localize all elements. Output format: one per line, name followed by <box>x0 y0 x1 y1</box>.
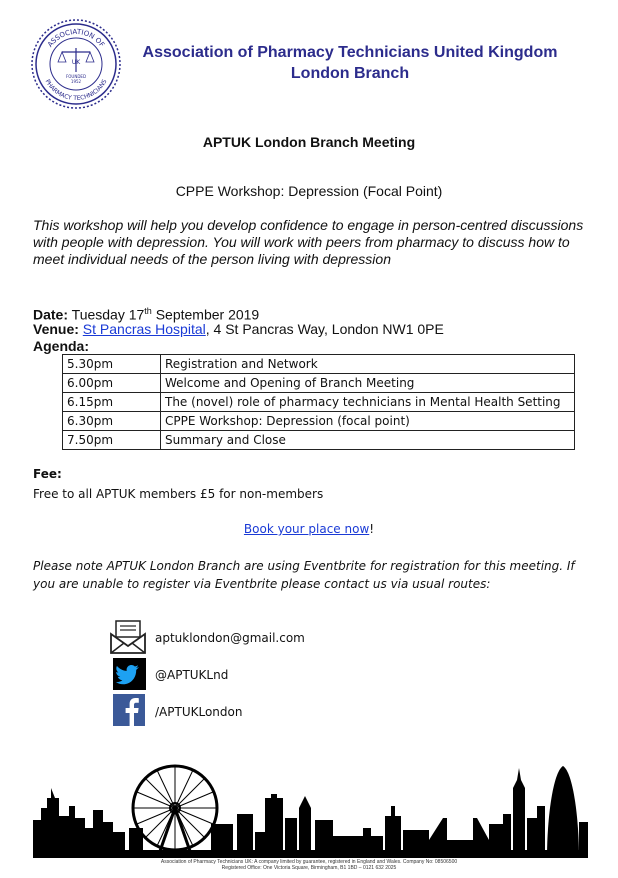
agenda-time: 7.50pm <box>63 431 161 450</box>
aptuk-logo <box>30 12 122 112</box>
table-row <box>63 374 575 393</box>
agenda-time: 6.00pm <box>63 374 161 393</box>
agenda-item: Registration and Network <box>161 355 575 374</box>
fee-label: Fee: <box>33 467 62 481</box>
contact-facebook[interactable]: /APTUKLondon <box>155 705 243 719</box>
logo-year-text: 1952 <box>70 79 82 84</box>
london-skyline-illustration <box>33 758 588 858</box>
twitter-icon <box>113 658 146 690</box>
venue-link[interactable]: St Pancras Hospital <box>82 321 206 337</box>
venue-address: , 4 St Pancras Way, London NW1 0PE <box>205 321 444 337</box>
booking-line <box>0 522 618 536</box>
agenda-time: 6.30pm <box>63 412 161 431</box>
table-row <box>63 355 575 374</box>
agenda-label <box>33 338 89 355</box>
date-rest: September 2019 <box>151 306 260 323</box>
agenda-time: 5.30pm <box>63 355 161 374</box>
date-suffix-sup: th <box>144 306 152 316</box>
agenda-item: CPPE Workshop: Depression (focal point) <box>161 412 575 431</box>
date-label: Date: <box>33 306 69 323</box>
org-name-line1: Association of Pharmacy Technicians United Kingdom <box>142 44 558 61</box>
fee-text: Free to all APTUK members £5 for non-members <box>33 487 324 501</box>
workshop-title: CPPE Workshop: Depression (Focal Point) <box>175 183 443 199</box>
footer-line1: Association of Pharmacy Technicians UK: A company limited by guarantee, registered in England and Wales. Company No: 08506500 <box>160 859 458 865</box>
table-row <box>63 431 575 450</box>
book-place-link[interactable]: Book your place now <box>243 522 370 536</box>
facebook-icon <box>113 694 145 726</box>
meeting-title: APTUK London Branch Meeting <box>202 134 416 150</box>
footer-line2: Registered Office: One Victoria Square, Birmingham, B1 1BD – 0121 632 2025 <box>221 865 397 871</box>
registration-note: Please note APTUK London Branch are using Eventbrite for registration for this meeting. If you are unable to register via Eventbrite please contact us via usual routes: <box>33 559 575 591</box>
agenda-item: Welcome and Opening of Branch Meeting <box>161 374 575 393</box>
workshop-description: This workshop will help you develop confidence to engage in person-centred discussions with people with depression. You will work with peers from pharmacy to discuss how to meet individual needs of the person living with depression <box>33 217 584 267</box>
logo-ring-bottom-text: PHARMACY TECHNICIANS <box>43 78 109 103</box>
agenda-item: Summary and Close <box>161 431 575 450</box>
date-prefix: Tuesday 17 <box>71 306 145 323</box>
agenda-item: The (novel) role of pharmacy technicians in Mental Health Setting <box>161 393 575 412</box>
email-icon <box>110 620 146 654</box>
agenda-table <box>62 354 575 450</box>
logo-ring-top-text: ASSOCIATION OF <box>46 27 106 49</box>
agenda-time: 6.15pm <box>63 393 161 412</box>
logo-center-text: UK <box>71 59 81 66</box>
table-row <box>63 393 575 412</box>
agenda-label-text: Agenda: <box>33 338 89 354</box>
venue-label: Venue: <box>33 321 79 337</box>
contact-twitter[interactable]: @APTUKLnd <box>155 668 229 682</box>
contact-email[interactable]: aptuklondon@gmail.com <box>155 631 305 645</box>
venue-line <box>33 321 444 338</box>
booking-suffix: ! <box>369 522 375 536</box>
org-name-line2: London Branch <box>290 65 410 82</box>
logo-founded-text: FOUNDED <box>65 74 87 79</box>
table-row <box>63 412 575 431</box>
